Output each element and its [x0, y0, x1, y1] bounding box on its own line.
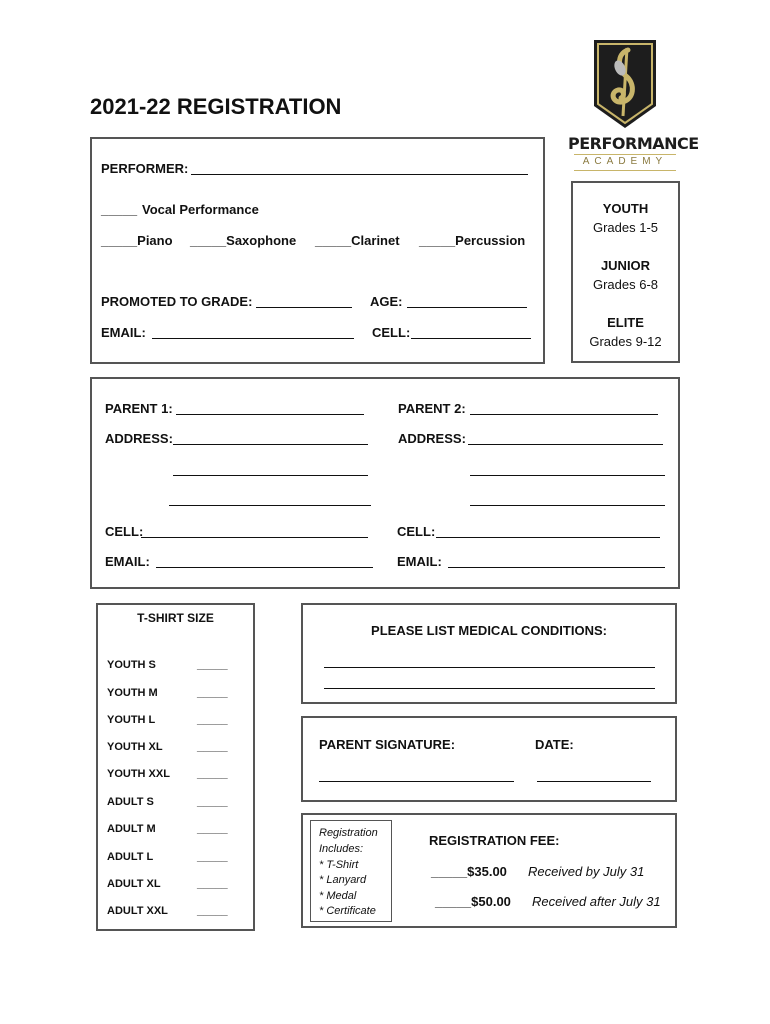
parent1-label: PARENT 1:	[105, 401, 173, 416]
parent1-email-label: EMAIL:	[105, 554, 150, 569]
logo-divider-bottom	[574, 170, 676, 171]
performer-email-label: EMAIL:	[101, 325, 146, 340]
parent2-address-field-2[interactable]	[470, 475, 665, 476]
size-adult-m: ADULT M	[107, 823, 156, 835]
level-youth-grades: Grades 1-5	[592, 220, 659, 235]
performer-field[interactable]	[191, 174, 528, 175]
parent1-field[interactable]	[176, 414, 364, 415]
size-youth-xxl: YOUTH XXL	[107, 768, 170, 780]
logo-divider	[574, 154, 676, 155]
parent2-address-field-1[interactable]	[468, 444, 663, 445]
level-junior-name: JUNIOR	[600, 258, 651, 273]
parent-signature-label: PARENT SIGNATURE:	[319, 737, 456, 752]
level-elite-name: ELITE	[607, 315, 644, 330]
fee-heading: REGISTRATION FEE:	[429, 833, 560, 848]
size-youth-l-blank[interactable]: _____	[197, 714, 228, 726]
page-title: 2021-22 REGISTRATION	[90, 94, 342, 119]
instrument-saxophone[interactable]: _____Saxophone	[190, 233, 297, 248]
level-elite-grades: Grades 9-12	[589, 334, 662, 349]
performer-email-field[interactable]	[152, 338, 354, 339]
performer-cell-field[interactable]	[411, 338, 531, 339]
instrument-percussion[interactable]: _____Percussion	[419, 233, 526, 248]
parent1-address-field-1[interactable]	[173, 444, 368, 445]
size-youth-l: YOUTH L	[107, 714, 156, 726]
size-youth-m: YOUTH M	[107, 687, 158, 699]
includes-line-4: * Lanyard	[319, 874, 367, 886]
parent-signature-field[interactable]	[319, 781, 514, 782]
size-youth-xxl-blank[interactable]: _____	[197, 768, 228, 780]
parent2-email-label: EMAIL:	[397, 554, 442, 569]
size-adult-m-blank[interactable]: _____	[197, 823, 228, 835]
vocal-blank[interactable]: _____	[101, 202, 138, 217]
size-youth-s: YOUTH S	[107, 659, 156, 671]
parent1-cell-field[interactable]	[141, 537, 368, 538]
instrument-piano[interactable]: _____Piano	[101, 233, 173, 248]
parent1-address-field-3[interactable]	[169, 505, 371, 506]
level-junior-grades: Grades 6-8	[592, 277, 659, 292]
logo-name: PERFORMANCE	[568, 134, 699, 153]
performer-cell-label: CELL:	[372, 325, 411, 340]
medical-heading: PLEASE LIST MEDICAL CONDITIONS:	[371, 623, 607, 638]
size-adult-s: ADULT S	[107, 796, 154, 808]
size-adult-l-blank[interactable]: _____	[197, 851, 228, 863]
logo-sub: ACADEMY	[582, 156, 668, 167]
fee-note-late: Received after July 31	[532, 894, 661, 909]
parent1-email-field[interactable]	[156, 567, 373, 568]
date-label: DATE:	[535, 737, 574, 752]
vocal-label: Vocal Performance	[142, 202, 259, 217]
size-adult-xl: ADULT XL	[107, 878, 161, 890]
size-youth-xl: YOUTH XL	[107, 741, 163, 753]
level-youth-name: YOUTH	[602, 201, 649, 216]
parent1-address-field-2[interactable]	[173, 475, 368, 476]
performer-label: PERFORMER:	[101, 161, 189, 176]
parent2-email-field[interactable]	[448, 567, 665, 568]
parent1-address-label: ADDRESS:	[105, 431, 173, 446]
parents-section	[90, 377, 680, 589]
parent2-label: PARENT 2:	[398, 401, 466, 416]
parent2-cell-field[interactable]	[436, 537, 660, 538]
includes-line-3: * T-Shirt	[319, 859, 359, 871]
promoted-grade-field[interactable]	[256, 307, 352, 308]
date-field[interactable]	[537, 781, 651, 782]
includes-line-2: Includes:	[319, 843, 364, 855]
size-adult-l: ADULT L	[107, 851, 154, 863]
parent1-cell-label: CELL:	[105, 524, 144, 539]
instrument-clarinet[interactable]: _____Clarinet	[315, 233, 400, 248]
parent2-address-label: ADDRESS:	[398, 431, 466, 446]
parent2-address-field-3[interactable]	[470, 505, 665, 506]
size-adult-xxl: ADULT XXL	[107, 905, 168, 917]
size-youth-xl-blank[interactable]: _____	[197, 741, 228, 753]
size-adult-xxl-blank[interactable]: _____	[197, 905, 228, 917]
logo-shield-icon	[568, 36, 682, 132]
fee-price-late[interactable]: _____$50.00	[435, 894, 511, 909]
age-field[interactable]	[407, 307, 527, 308]
size-adult-s-blank[interactable]: _____	[197, 796, 228, 808]
academy-logo	[568, 36, 699, 172]
fee-price-early[interactable]: _____$35.00	[431, 864, 507, 879]
includes-line-6: * Certificate	[319, 905, 376, 917]
tshirt-heading: T-SHIRT SIZE	[137, 611, 214, 625]
parent2-field[interactable]	[470, 414, 658, 415]
size-youth-m-blank[interactable]: _____	[197, 687, 228, 699]
includes-line-1: Registration	[319, 827, 378, 839]
parent2-cell-label: CELL:	[397, 524, 436, 539]
size-youth-s-blank[interactable]: _____	[197, 659, 228, 671]
promoted-grade-label: PROMOTED TO GRADE:	[101, 294, 253, 309]
signature-section	[301, 716, 677, 802]
medical-field-1[interactable]	[324, 667, 655, 668]
size-adult-xl-blank[interactable]: _____	[197, 878, 228, 890]
includes-line-5: * Medal	[319, 890, 357, 902]
fee-note-early: Received by July 31	[528, 864, 645, 879]
age-label: AGE:	[370, 294, 403, 309]
medical-field-2[interactable]	[324, 688, 655, 689]
